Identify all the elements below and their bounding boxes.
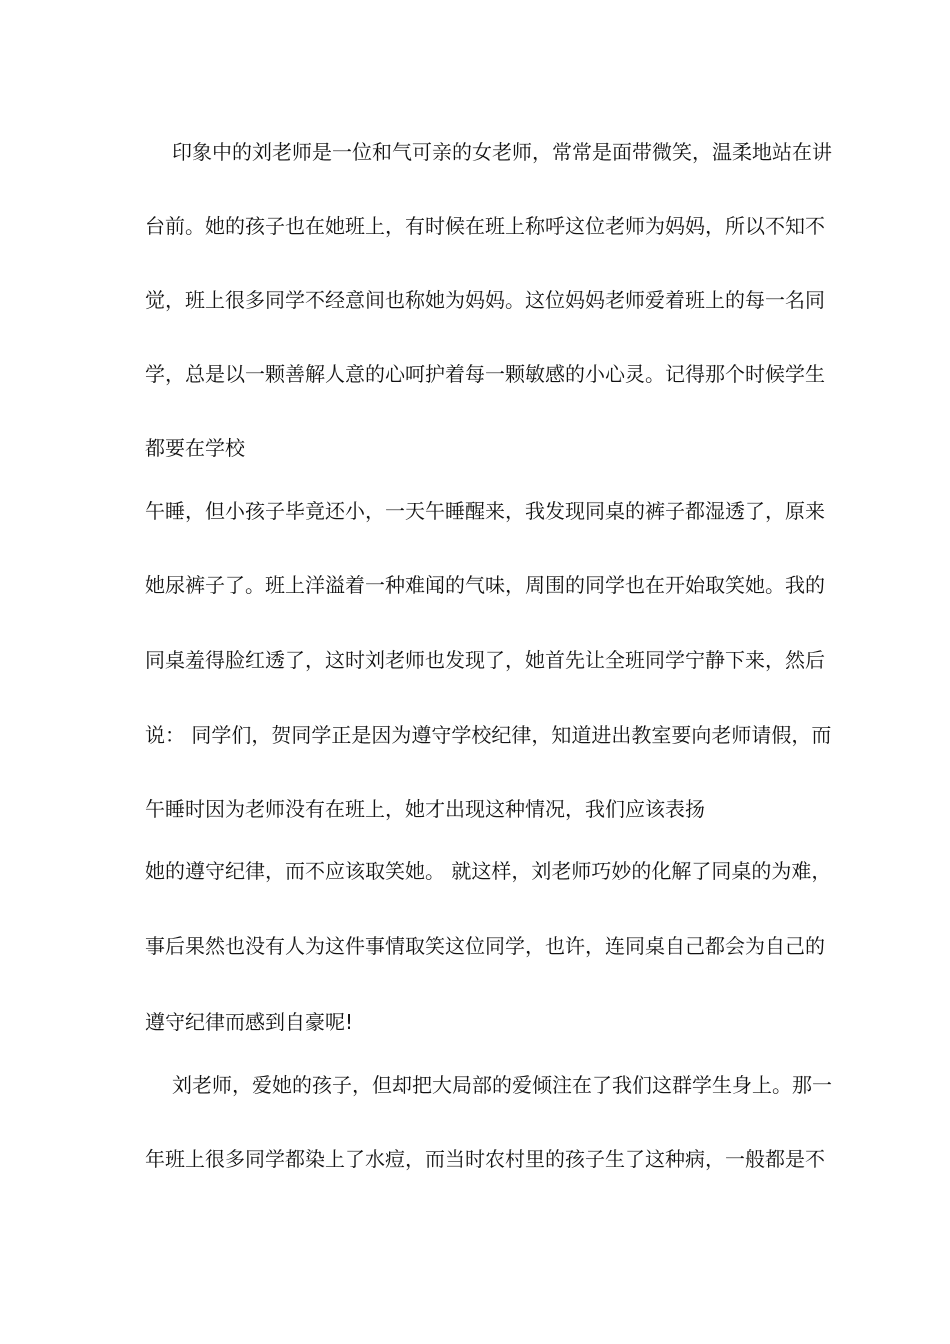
paragraph-1-line-5: 都要在学校 — [145, 436, 245, 460]
paragraph-2-line-2: 她尿裤子了。班上洋溢着一种难闻的气味，周围的同学也在开始取笑她。我的 — [145, 573, 825, 597]
paragraph-2-line-4: 说： 同学们，贺同学正是因为遵守学校纪律，知道进出教室要向老师请假，而 — [145, 723, 832, 747]
paragraph-1-line-3: 觉，班上很多同学不经意间也称她为妈妈。这位妈妈老师爱着班上的每一名同 — [145, 288, 825, 312]
paragraph-3-line-2: 事后果然也没有人为这件事情取笑这位同学，也许，连同桌自己都会为自己的 — [145, 934, 825, 958]
paragraph-1-line-1: 印象中的刘老师是一位和气可亲的女老师，常常是面带微笑，温柔地站在讲 — [172, 140, 832, 164]
paragraph-1-line-2: 台前。她的孩子也在她班上，有时候在班上称呼这位老师为妈妈，所以不知不 — [145, 214, 825, 238]
paragraph-2-line-1: 午睡，但小孩子毕竟还小，一天午睡醒来，我发现同桌的裤子都湿透了，原来 — [145, 499, 825, 523]
paragraph-4-line-2: 年班上很多同学都染上了水痘，而当时农村里的孩子生了这种病，一般都是不 — [145, 1147, 825, 1171]
paragraph-4-line-1: 刘老师，爱她的孩子，但却把大局部的爱倾注在了我们这群学生身上。那一 — [172, 1073, 832, 1097]
paragraph-3-line-3: 遵守纪律而感到自豪呢! — [145, 1010, 354, 1034]
paragraph-3-line-1: 她的遵守纪律，而不应该取笑她。 就这样，刘老师巧妙的化解了同桌的为难， — [145, 859, 832, 883]
paragraph-1-line-4: 学，总是以一颗善解人意的心呵护着每一颗敏感的小心灵。记得那个时候学生 — [145, 362, 825, 386]
paragraph-2-line-5: 午睡时因为老师没有在班上，她才出现这种情况，我们应该表扬 — [145, 797, 705, 821]
paragraph-2-line-3: 同桌羞得脸红透了，这时刘老师也发现了，她首先让全班同学宁静下来，然后 — [145, 648, 825, 672]
